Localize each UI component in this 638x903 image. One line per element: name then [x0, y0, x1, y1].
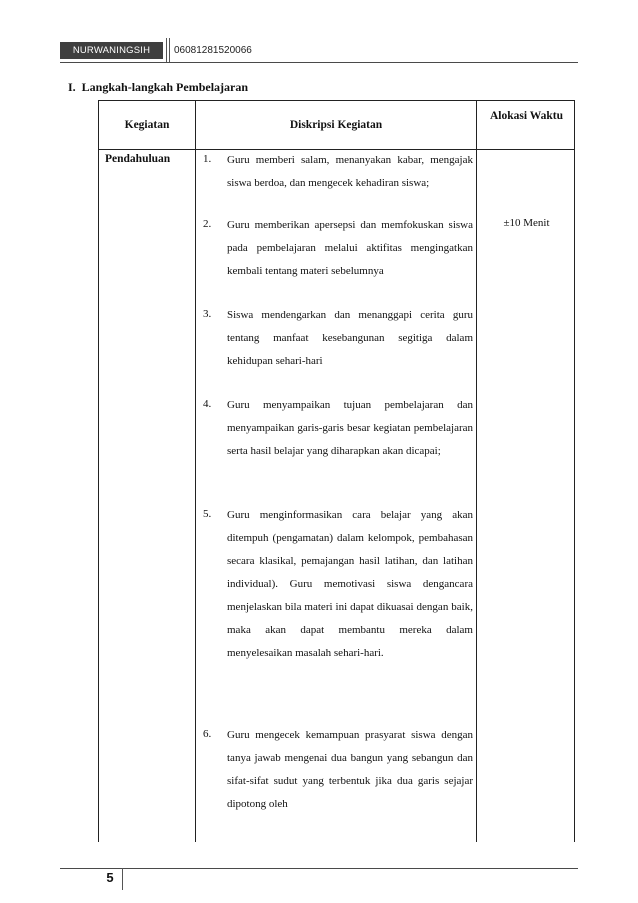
list-item-number: 6. — [203, 728, 212, 740]
list-item — [203, 308, 473, 373]
section-number: I. — [68, 80, 76, 94]
list-item-number: 2. — [203, 218, 212, 230]
column-header-deskripsi: Diskripsi Kegiatan — [289, 119, 383, 131]
header-divider — [169, 38, 170, 62]
page-number: 5 — [106, 870, 114, 885]
list-item-text: Guru memberikan apersepsi dan memfokuskan siswa pada pembelajaran melalui aktifitas mengingatkan kembali tentang materi sebelumnya — [227, 219, 473, 277]
list-item — [203, 728, 473, 816]
lesson-steps-table — [98, 100, 575, 842]
section-title — [68, 80, 248, 95]
list-item-text: Siswa mendengarkan dan menanggapi cerita guru tentang manfaat kesebangunan segitiga dalam kehidupan sehari-hari — [227, 309, 473, 367]
list-item-number: 5. — [203, 508, 212, 520]
list-item-text: Guru menyampaikan tujuan pembelajaran dan menyampaikan garis-garis besar kegiatan pembelajaran serta hasil belajar yang diharapkan akan dicapai; — [227, 399, 473, 457]
header-rule — [60, 62, 578, 63]
list-item — [203, 153, 473, 195]
list-item — [203, 218, 473, 283]
footer-divider — [122, 868, 123, 890]
list-item-number: 3. — [203, 308, 212, 320]
time-allocation: ±10 Menit — [503, 217, 550, 229]
footer-rule — [60, 868, 578, 869]
header-divider — [166, 38, 167, 62]
list-item-text: Guru menginformasikan cara belajar yang akan ditempuh (pengamatan) dalam kelompok, pembahasan secara klasikal, pemajangan hasil latihan, dan latihan individual). Guru memotivasi siswa dengancara menjelaskan bila materi ini dapat dikuasai dengan baik, maka akan dapat membantu mereka dalam menyelesaikan masalah sehari-hari. — [227, 509, 473, 659]
list-item-text: Guru mengecek kemampuan prasyarat siswa dengan tanya jawab mengenai dua bangun yang sebangun dan sifat-sifat sudut yang terbentuk jika dua garis sejajar dipotong oleh — [227, 729, 473, 810]
table-column-divider — [195, 101, 196, 842]
header-author: NURWANINGSIH — [60, 42, 163, 59]
list-item — [203, 508, 473, 665]
column-header-alokasi: Alokasi Waktu — [490, 110, 563, 122]
activity-name: Pendahuluan — [105, 153, 171, 165]
column-header-kegiatan: Kegiatan — [124, 119, 170, 131]
header-phone: 06081281520066 — [174, 45, 252, 56]
section-title-text: Langkah-langkah Pembelajaran — [81, 80, 249, 94]
list-item-number: 4. — [203, 398, 212, 410]
list-item — [203, 398, 473, 463]
list-item-number: 1. — [203, 153, 212, 165]
table-column-divider — [476, 101, 477, 842]
list-item-text: Guru memberi salam, menanyakan kabar, mengajak siswa berdoa, dan mengecek kehadiran siswa; — [227, 154, 473, 189]
